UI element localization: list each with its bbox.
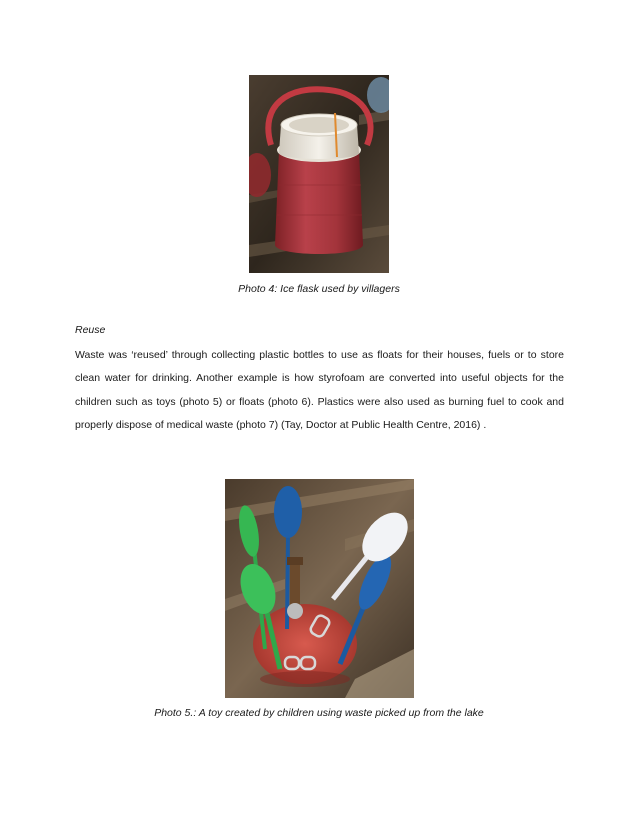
reuse-paragraph: Waste was ‘reused’ through collecting plastic bottles to use as floats for their houses, fuels or to store clean water for drinking. Another example is how styrofoam are converted into useful objects for the children such as toys (photo 5) or floats (photo 6). Plastics were also used as burning fuel to cook and properly dispose of medical waste (photo 7) (Tay, Doctor at Public Health Centre, 2016) . [75, 349, 564, 432]
ice-flask-photo [249, 75, 389, 273]
photo5-caption: Photo 5.: A toy created by children using waste picked up from the lake [154, 707, 484, 719]
spoon-toy-image [225, 479, 414, 698]
photo4-caption: Photo 4: Ice flask used by villagers [238, 283, 400, 295]
ice-flask-image [249, 75, 389, 273]
spoon-toy-photo [225, 479, 414, 698]
reuse-heading: Reuse [75, 324, 106, 336]
